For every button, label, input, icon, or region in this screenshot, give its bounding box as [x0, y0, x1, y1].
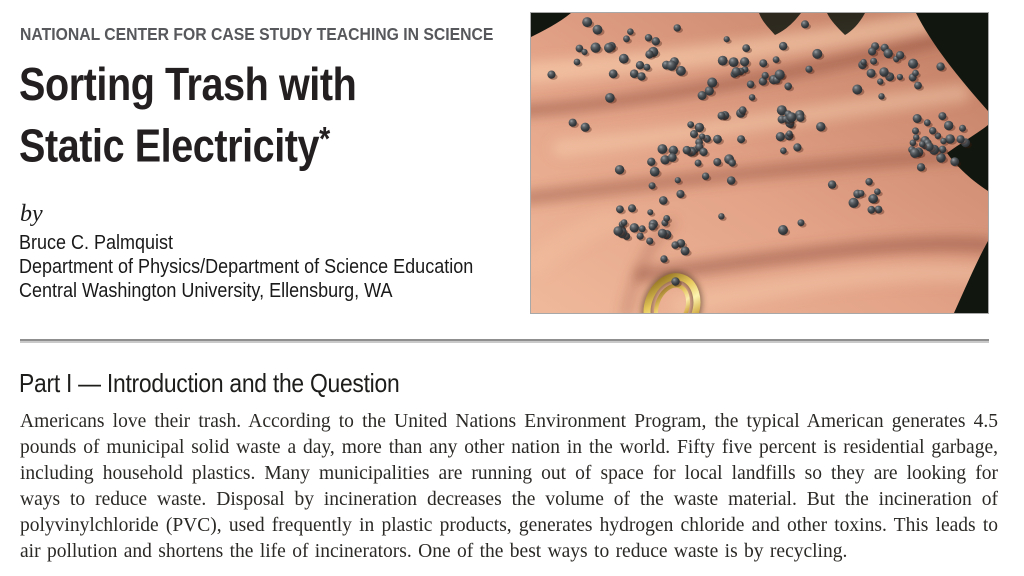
section-divider	[20, 339, 989, 343]
author-block	[19, 231, 473, 303]
publisher-banner: NATIONAL CENTER FOR CASE STUDY TEACHING IN SCIENCE	[20, 24, 494, 44]
page-title	[19, 57, 356, 174]
title-line-1: Sorting Trash with	[19, 58, 357, 110]
byline-label: by	[20, 201, 43, 227]
section-heading: Part I — Introduction and the Question	[19, 368, 400, 398]
author-name: Bruce C. Palmquist	[19, 232, 174, 254]
case-photo	[530, 12, 989, 314]
footnote-asterisk: *	[319, 121, 331, 158]
author-affiliation-1: Department of Physics/Department of Science Education	[19, 256, 474, 278]
intro-paragraph: Americans love their trash. According to the United Nations Environment Program, the typical American generates 4.5 pounds of municipal solid waste a day, more than any other nation in the world. Fifty five percent is residential garbage, including household plastics. Many municipalities are running out of space for local landfills so they are looking for ways to reduce waste. Disposal by incineration decreases the volume of the waste material. But the incineration of polyvinylchloride (PVC), used frequently in plastic products, generates hydrogen chloride and other toxins. This leads to air pollution and shortens the life of incinerators. One of the best ways to reduce waste is by recycling.	[20, 411, 998, 562]
hand-pellets-photo	[531, 13, 988, 313]
author-affiliation-2: Central Washington University, Ellensburg, WA	[19, 280, 393, 302]
title-line-2: Static Electricity*	[19, 119, 331, 172]
